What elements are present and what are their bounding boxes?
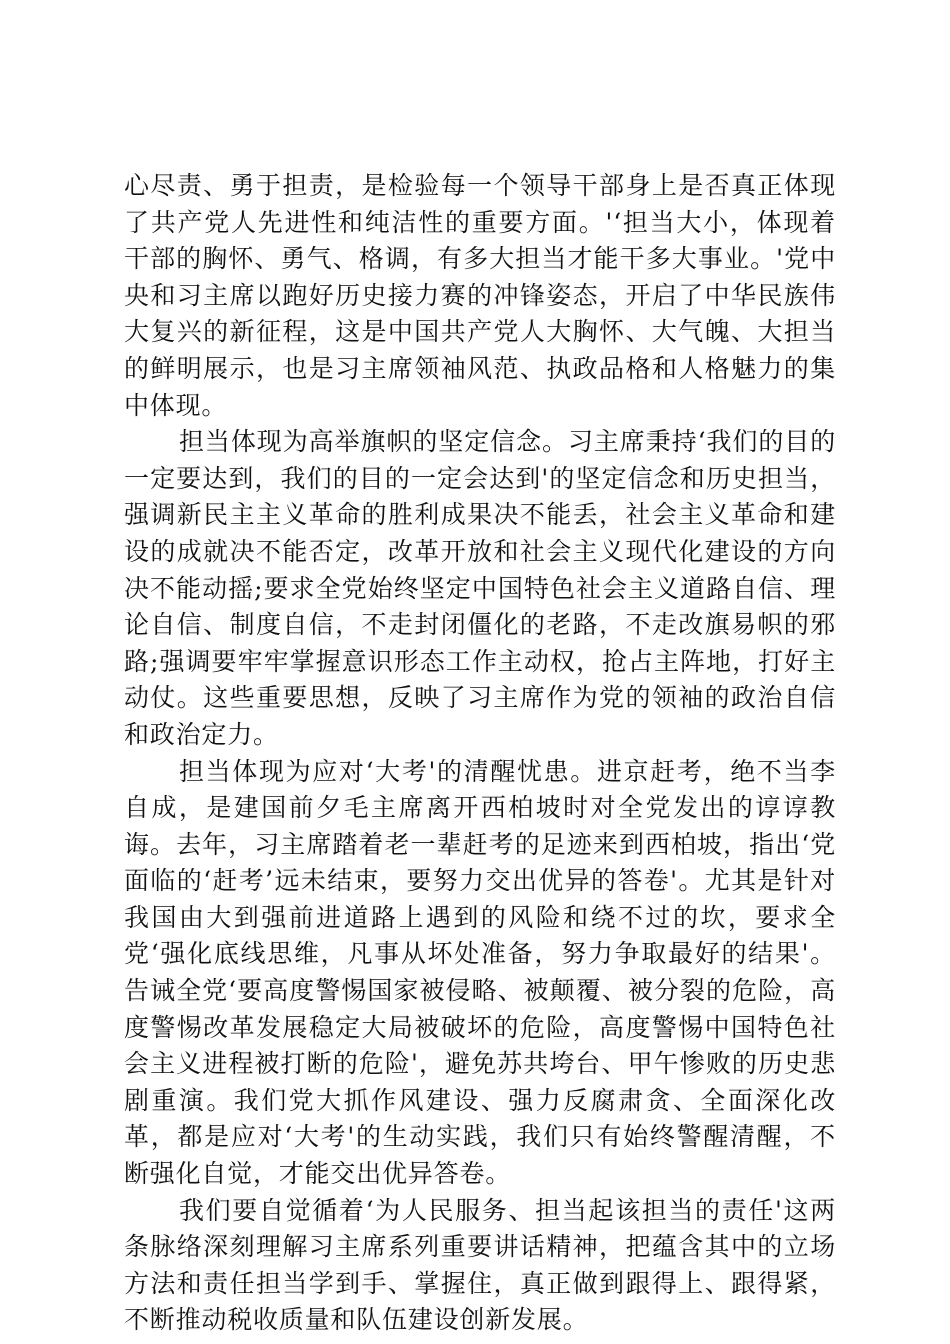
paragraph-2: 担当体现为高举旗帜的坚定信念。习主席秉持‘我们的目的一定要达到，我们的目的一定会达到'的坚定信念和历史担当，强调新民主主义革命的胜利成果决不能丢，社会主义革命和建设的成就决不能否定，改革开放和社会主义现代化建设的方向决不能动摇;要求全党始终坚定中国特色社会主义道路自信、理论自信、制度自信，不走封闭僵化的老路，不走改旗易帜的邪路;强调要牢牢掌握意识形态工作主动权，抢占主阵地，打好主动仗。这些重要思想，反映了习主席作为党的领袖的政治自信和政治定力。 [124, 427, 836, 749]
paragraph-4: 我们要自觉循着‘为人民服务、担当起该担当的责任'这两条脉络深刻理解习主席系列重要讲话精神，把蕴含其中的立场方法和责任担当学到手、掌握住，真正做到跟得上、跟得紧，不断推动税收质量和队伍建设创新发展。 [124, 1195, 836, 1335]
paragraph-3: 担当体现为应对‘大考'的清醒忧患。进京赶考，绝不当李自成，是建国前夕毛主席离开西柏坡时对全党发出的谆谆教诲。去年，习主席踏着老一辈赶考的足迹来到西柏坡，指出‘党面临的‘赶考’远未结束，要努力交出优异的答卷'。尤其是针对我国由大到强前进道路上遇到的风险和绕不过的坎，要求全党‘强化底线思维，凡事从坏处准备，努力争取最好的结果'。告诫全党‘要高度警惕国家被侵略、被颠覆、被分裂的危险，高度警惕改革发展稳定大局被破坏的危险，高度警惕中国特色社会主义进程被打断的危险'，避免苏共垮台、甲午惨败的历史悲剧重演。我们党大抓作风建设、强力反腐肃贪、全面深化改革，都是应对‘大考'的生动实践，我们只有始终警醒清醒，不断强化自觉，才能交出优异答卷。 [124, 756, 836, 1189]
document-body [124, 168, 836, 1339]
paragraph-1: 心尽责、勇于担责，是检验每一个领导干部身上是否真正体现了共产党人先进性和纯洁性的重要方面。'‘担当大小，体现着干部的胸怀、勇气、格调，有多大担当才能干多大事业。'党中央和习主席以跑好历史接力赛的冲锋姿态，开启了中华民族伟大复兴的新征程，这是中国共产党人大胸怀、大气魄、大担当的鲜明展示，也是习主席领袖风范、执政品格和人格魅力的集中体现。 [124, 171, 836, 420]
